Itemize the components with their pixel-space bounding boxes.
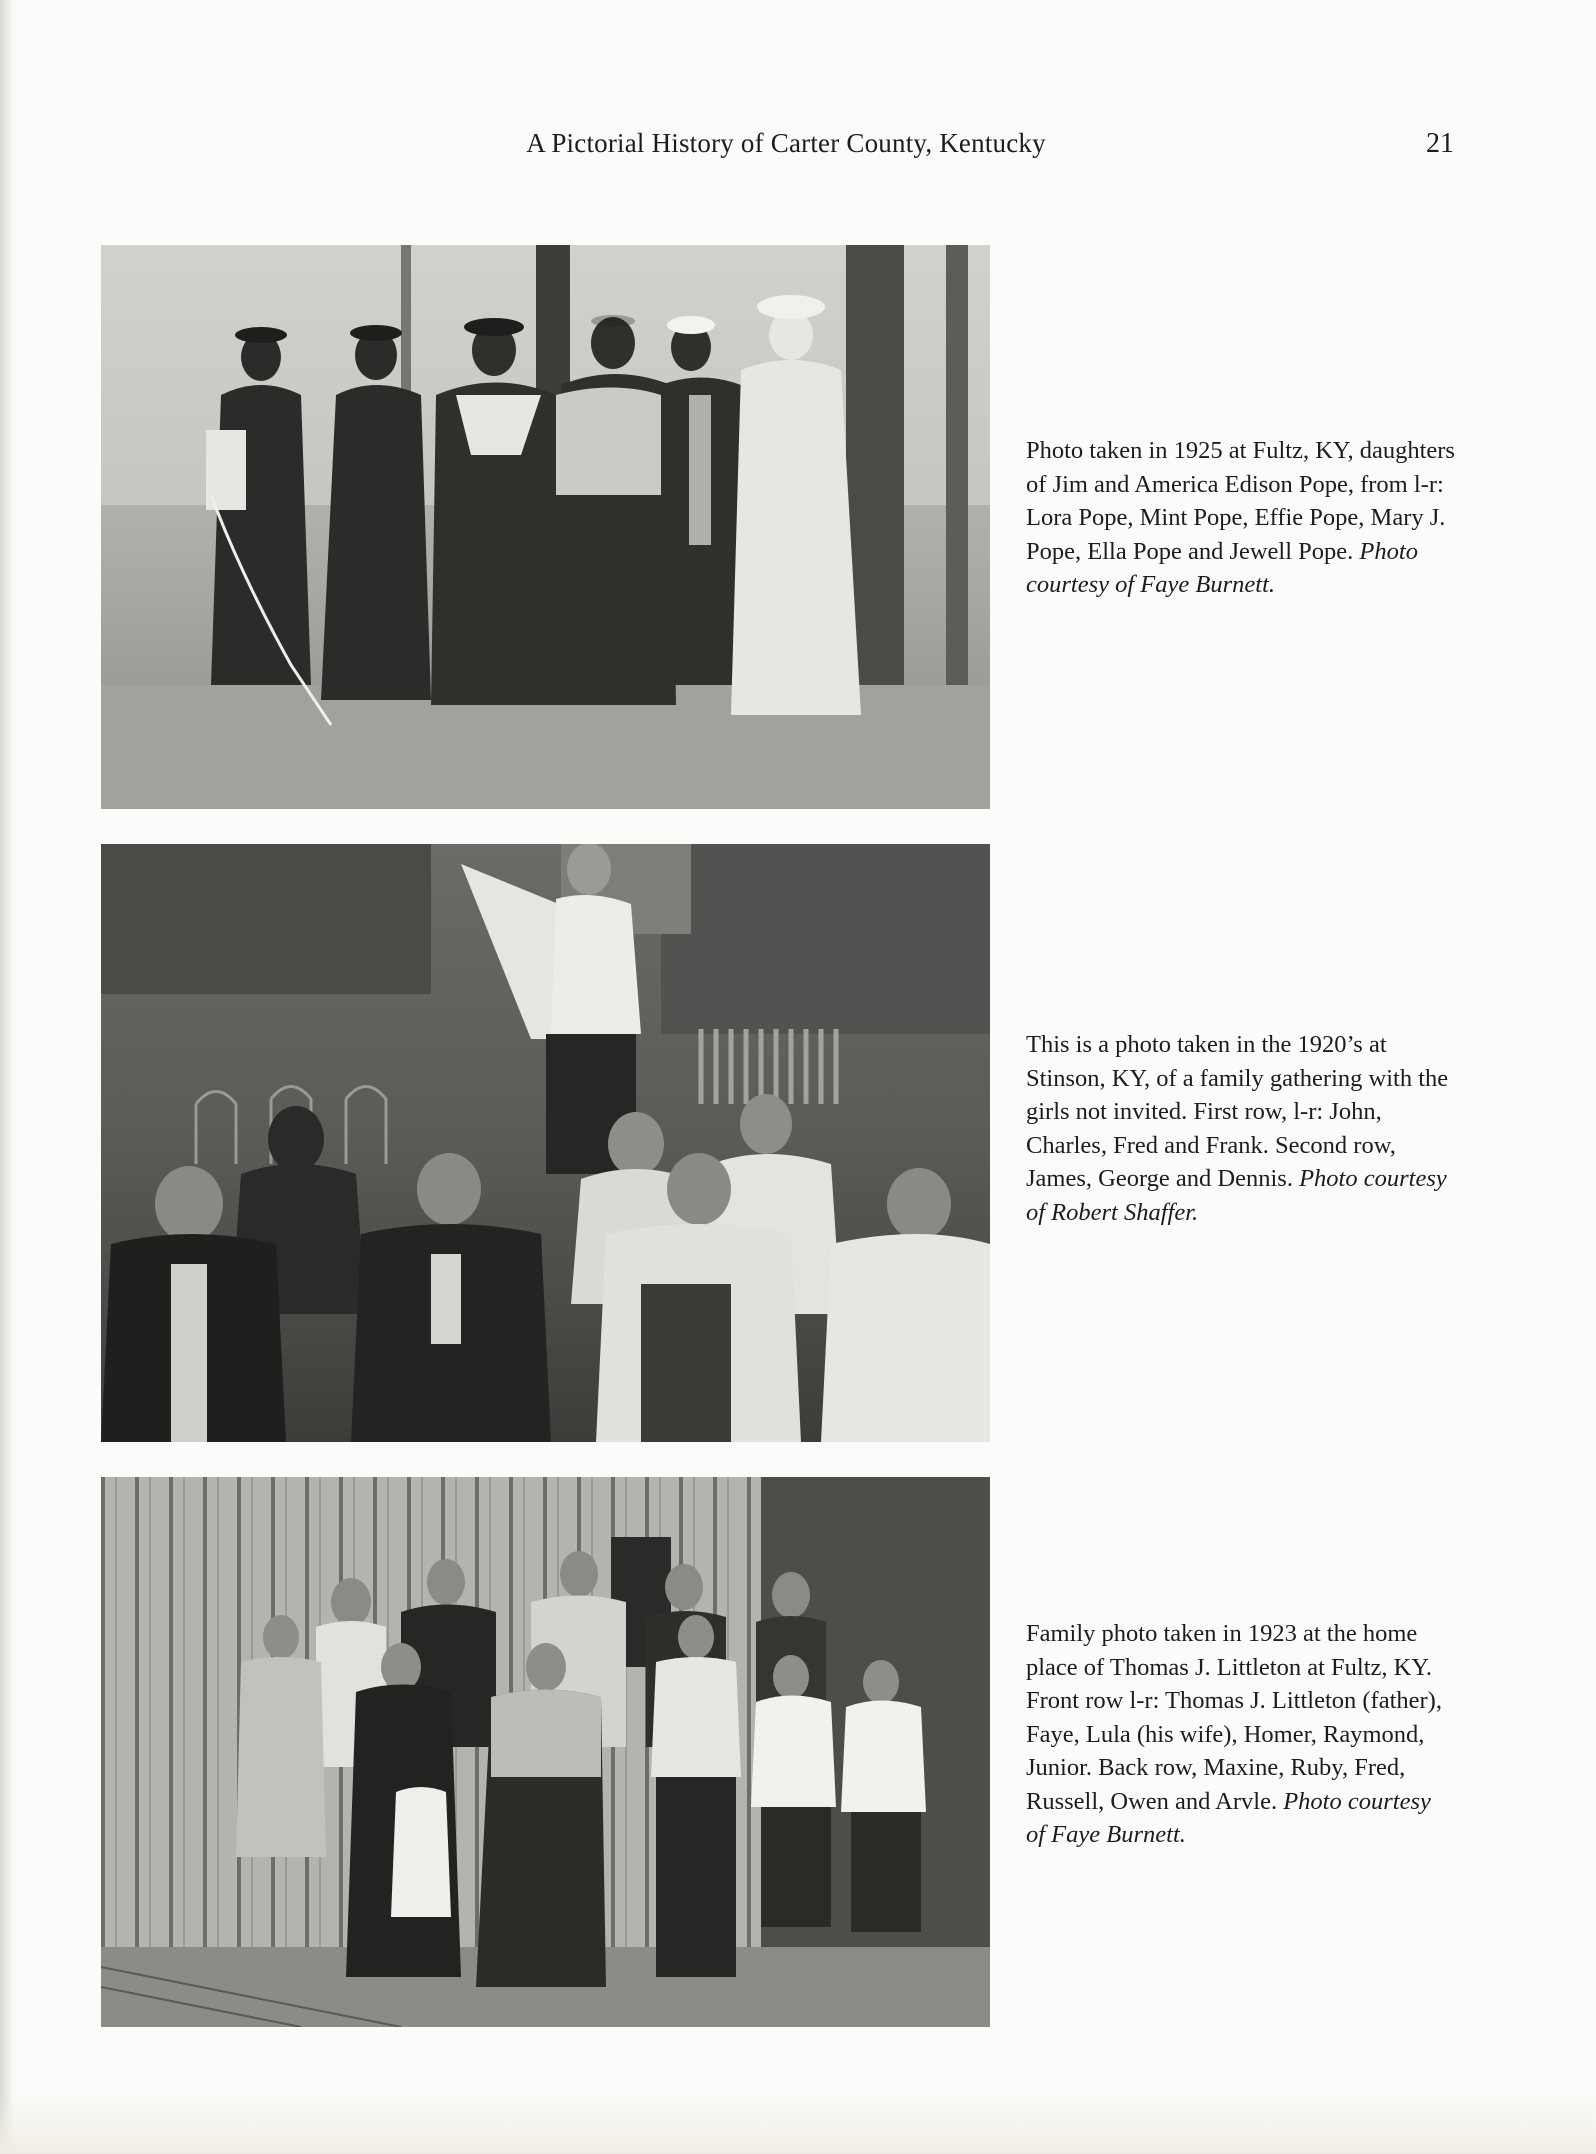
caption-photo-3	[1026, 1617, 1456, 1852]
caption-text: This is a photo taken in the 1920’s at Stinson, KY, of a family gathering with the girls not invited. First row, l-r: John, Charles, Fred and Frank. Second row, James, George and Dennis.	[1026, 1031, 1449, 1192]
caption-text: Photo taken in 1925 at Fultz, KY, daughters of Jim and America Edison Pope, from l-r: Lora Pope, Mint Pope, Effie Pope, Mary J. Pope, Ella Pope and Jewell Pope.	[1026, 437, 1455, 565]
caption-photo-2	[1026, 1028, 1456, 1229]
caption-text: Family photo taken in 1923 at the home place of Thomas J. Littleton at Fultz, KY. Front row l-r: Thomas J. Littleton (father), Faye, Lula (his wife), Homer, Raymond, Junior. Back row, Maxine, Ruby, Fred, Russell, Owen and Arvle.	[1026, 1620, 1442, 1815]
photo-credit: Photo courtesy of Robert Shaffer.	[1026, 1165, 1447, 1226]
photo-pope-daughters	[101, 245, 990, 809]
page-spine-shadow	[0, 0, 14, 2154]
caption-photo-1	[1026, 434, 1456, 602]
photo-littleton-family	[101, 1477, 990, 2027]
photo-credit: Photo courtesy of Faye Burnett.	[1026, 1787, 1431, 1848]
photo-stinson-family-gathering	[101, 844, 990, 1442]
photo-credit: Photo courtesy of Faye Burnett.	[1026, 537, 1418, 598]
page-number: 21	[1426, 128, 1454, 159]
running-header-title: A Pictorial History of Carter County, Kentucky	[526, 128, 1046, 158]
page-bottom-tint	[0, 2094, 1596, 2154]
